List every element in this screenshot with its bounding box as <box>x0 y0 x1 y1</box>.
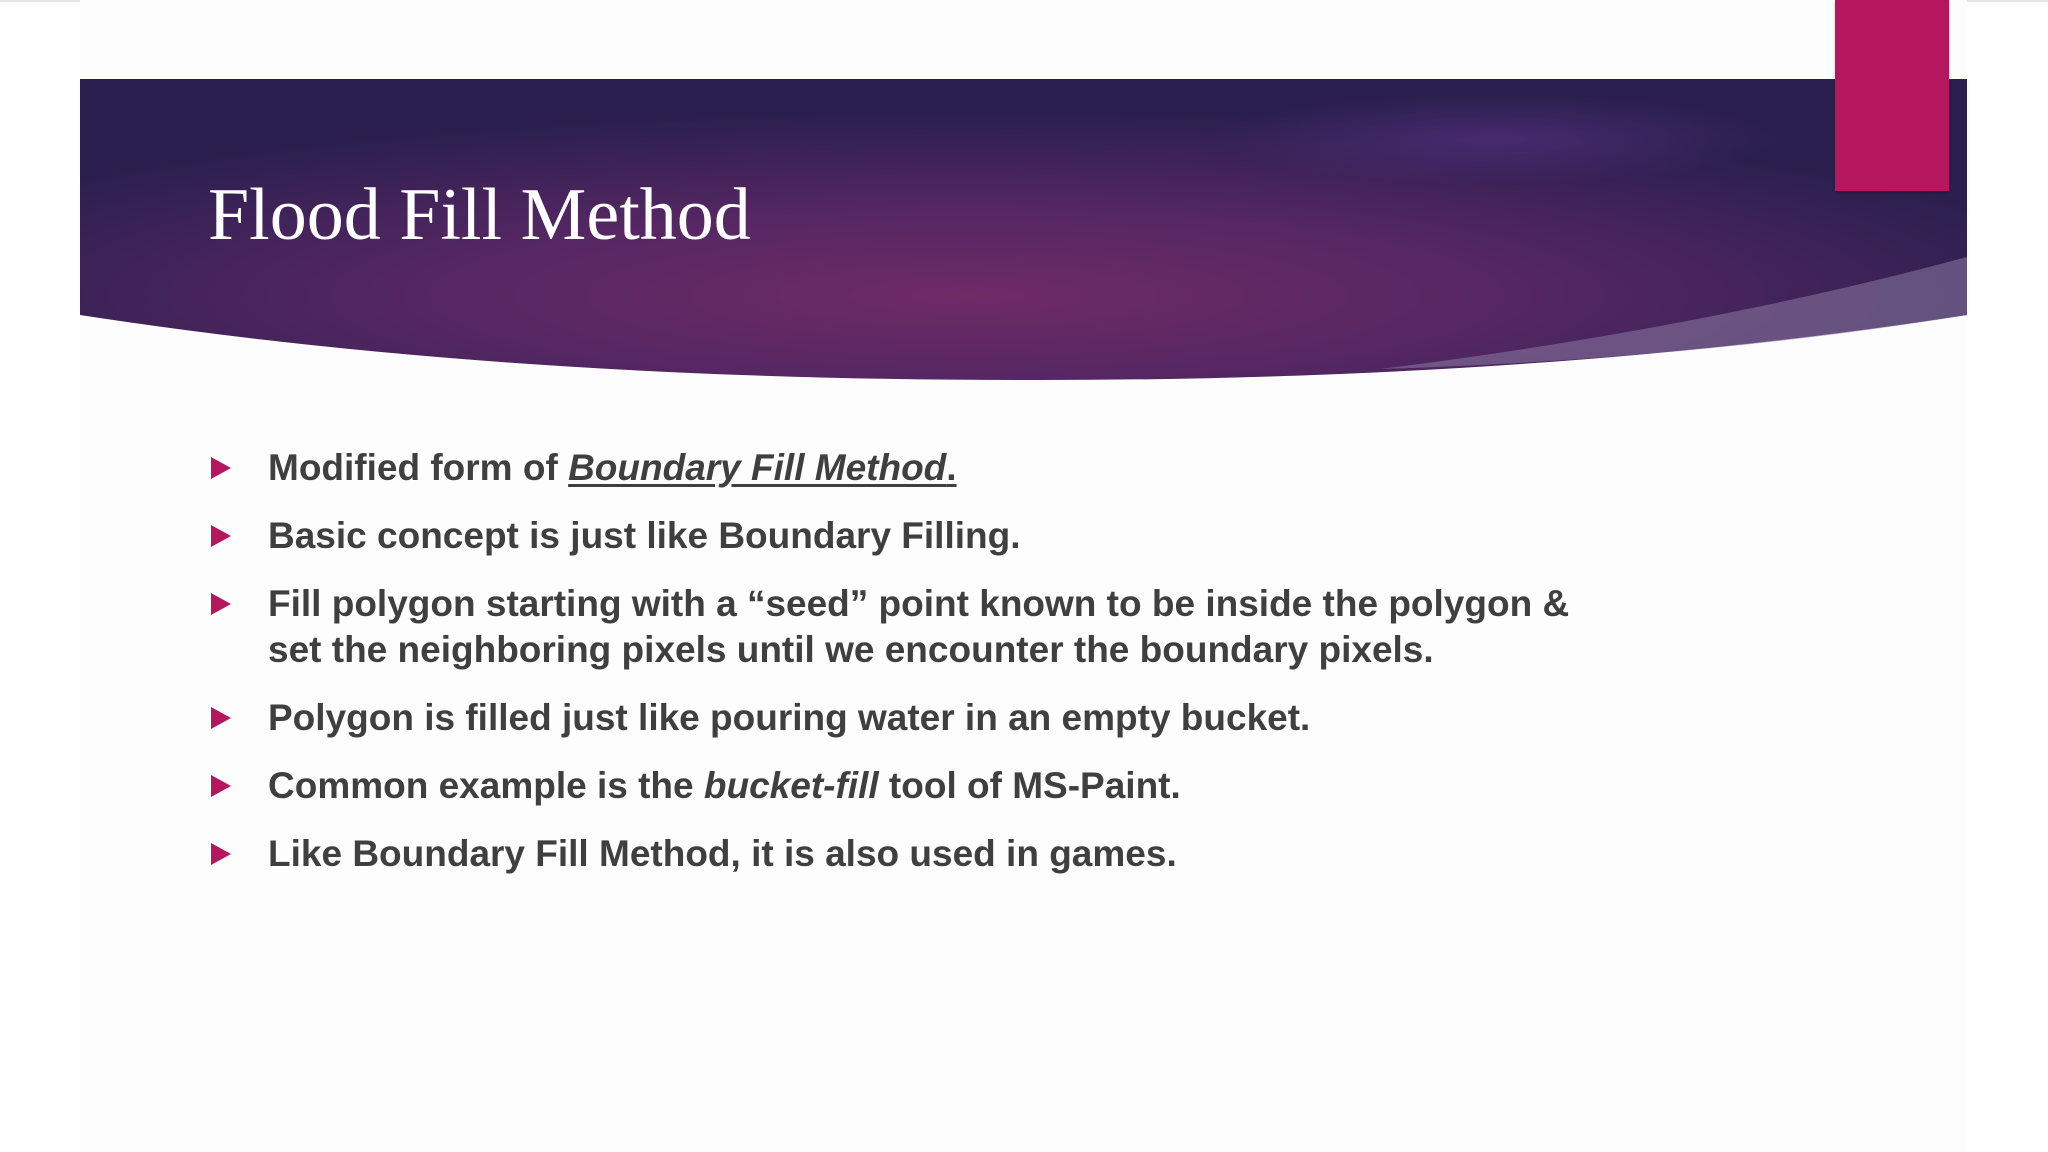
triangle-right-icon <box>211 775 231 797</box>
bullet-item <box>208 763 1828 809</box>
triangle-right-icon <box>211 843 231 865</box>
bullet-item <box>208 695 1828 741</box>
triangle-right-icon <box>211 707 231 729</box>
bullet-text: Modified form of <box>268 447 569 488</box>
bullet-text-line: set the neighboring pixels until we encounter the boundary pixels. <box>268 629 1434 670</box>
bullet-item <box>208 513 1828 559</box>
bullet-item <box>208 831 1828 877</box>
bullet-text: Basic concept is just like Boundary Filling. <box>268 515 1021 556</box>
bullet-list <box>208 445 1828 899</box>
emphasis-text: bucket-fill <box>703 765 879 806</box>
bullet-text: tool of MS-Paint. <box>878 765 1181 806</box>
slide-title: Flood Fill Method <box>208 174 751 256</box>
bullet-text: Polygon is filled just like pouring water in an empty bucket. <box>268 697 1311 738</box>
boundary-fill-link[interactable]: Boundary Fill Method <box>568 447 947 488</box>
bullet-text: . <box>946 447 957 488</box>
bullet-text: Like Boundary Fill Method, it is also used in games. <box>268 833 1177 874</box>
triangle-right-icon <box>211 525 231 547</box>
triangle-right-icon <box>211 457 231 479</box>
bullet-text-line: Fill polygon starting with a “seed” point known to be inside the polygon & <box>268 583 1570 624</box>
accent-tab <box>1835 0 1949 191</box>
bullet-item <box>208 581 1828 673</box>
slide <box>80 0 1967 1152</box>
bullet-item <box>208 445 1828 491</box>
bullet-text: Common example is the <box>268 765 704 806</box>
triangle-right-icon <box>211 593 231 615</box>
